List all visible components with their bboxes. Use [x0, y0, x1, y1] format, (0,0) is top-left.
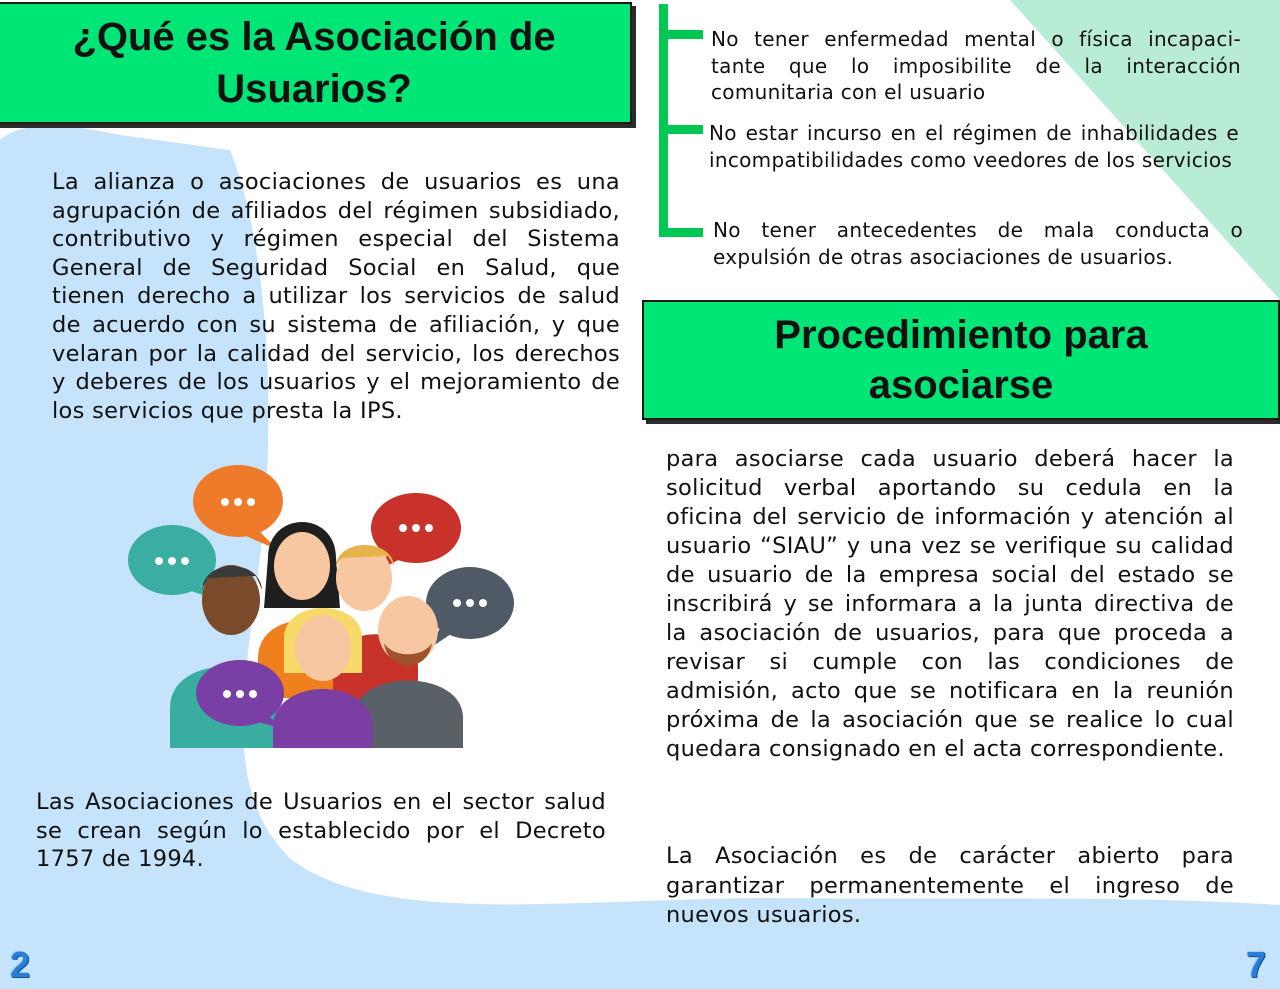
page-number-left: 2	[10, 944, 31, 985]
speech-bubble-icon	[193, 465, 283, 550]
requirement-item: No tener antecedentes de mala conducta o expulsión de otras asociaciones de usuarios.	[713, 218, 1243, 269]
requirement-item: No tener enfermedad mental o física incapaci-tante que lo imposibilite de la interacción comunitaria con el usuario	[711, 27, 1241, 104]
requirements-bracket-tick-3	[659, 228, 703, 237]
intro-paragraph: La alianza o asociaciones de usuarios es una agrupación de afiliados del régimen subsidiado, contributivo y régimen especial del Sistema General de Seguridad Social en Salud, que tienen derecho a utilizar los servicios de salud de acuerdo con su sistema de afiliación, y que velaran por la calidad del servicio, los derechos y deberes de los usuarios y el mejoramiento de los servicios que presta la IPS.	[52, 169, 620, 424]
requirements-bracket-tick-1	[659, 30, 703, 39]
right-title: Procedimiento para asociarse	[774, 313, 1148, 407]
left-title: ¿Qué es la Asociación de Usuarios?	[72, 15, 556, 111]
people-group-icon	[118, 458, 528, 748]
decree-paragraph: Las Asociaciones de Usuarios en el sector salud se crean según lo establecido por el Decreto 1757 de 1994.	[36, 789, 606, 873]
open-association-paragraph: La Asociación es de carácter abierto para garantizar permanentemente el ingreso de nuevos usuarios.	[666, 843, 1234, 928]
speech-bubble-icon	[426, 567, 514, 648]
right-title-banner	[642, 300, 1280, 420]
requirements-bracket-tick-2	[659, 125, 703, 134]
page-number-right: 7	[1246, 944, 1267, 985]
left-title-banner	[0, 2, 632, 124]
requirement-item: No estar incurso en el régimen de inhabilidades e incompatibilidades como veedores de los servicios	[709, 121, 1239, 172]
procedure-paragraph: para asociarse cada usuario deberá hacer la solicitud verbal aportando su cedula en la oficina del servicio de información y atención al usuario “SIAU” y una vez se verifique su calidad de usuario de la empresa social del estado se inscribirá y se informara a la junta directiva de la asociación de usuarios, para que proceda a revisar si cumple con las condiciones de admisión, acto que se notificara en la reunión próxima de la asociación que se realice lo cual quedara consignado en el acta correspondiente.	[666, 446, 1234, 762]
